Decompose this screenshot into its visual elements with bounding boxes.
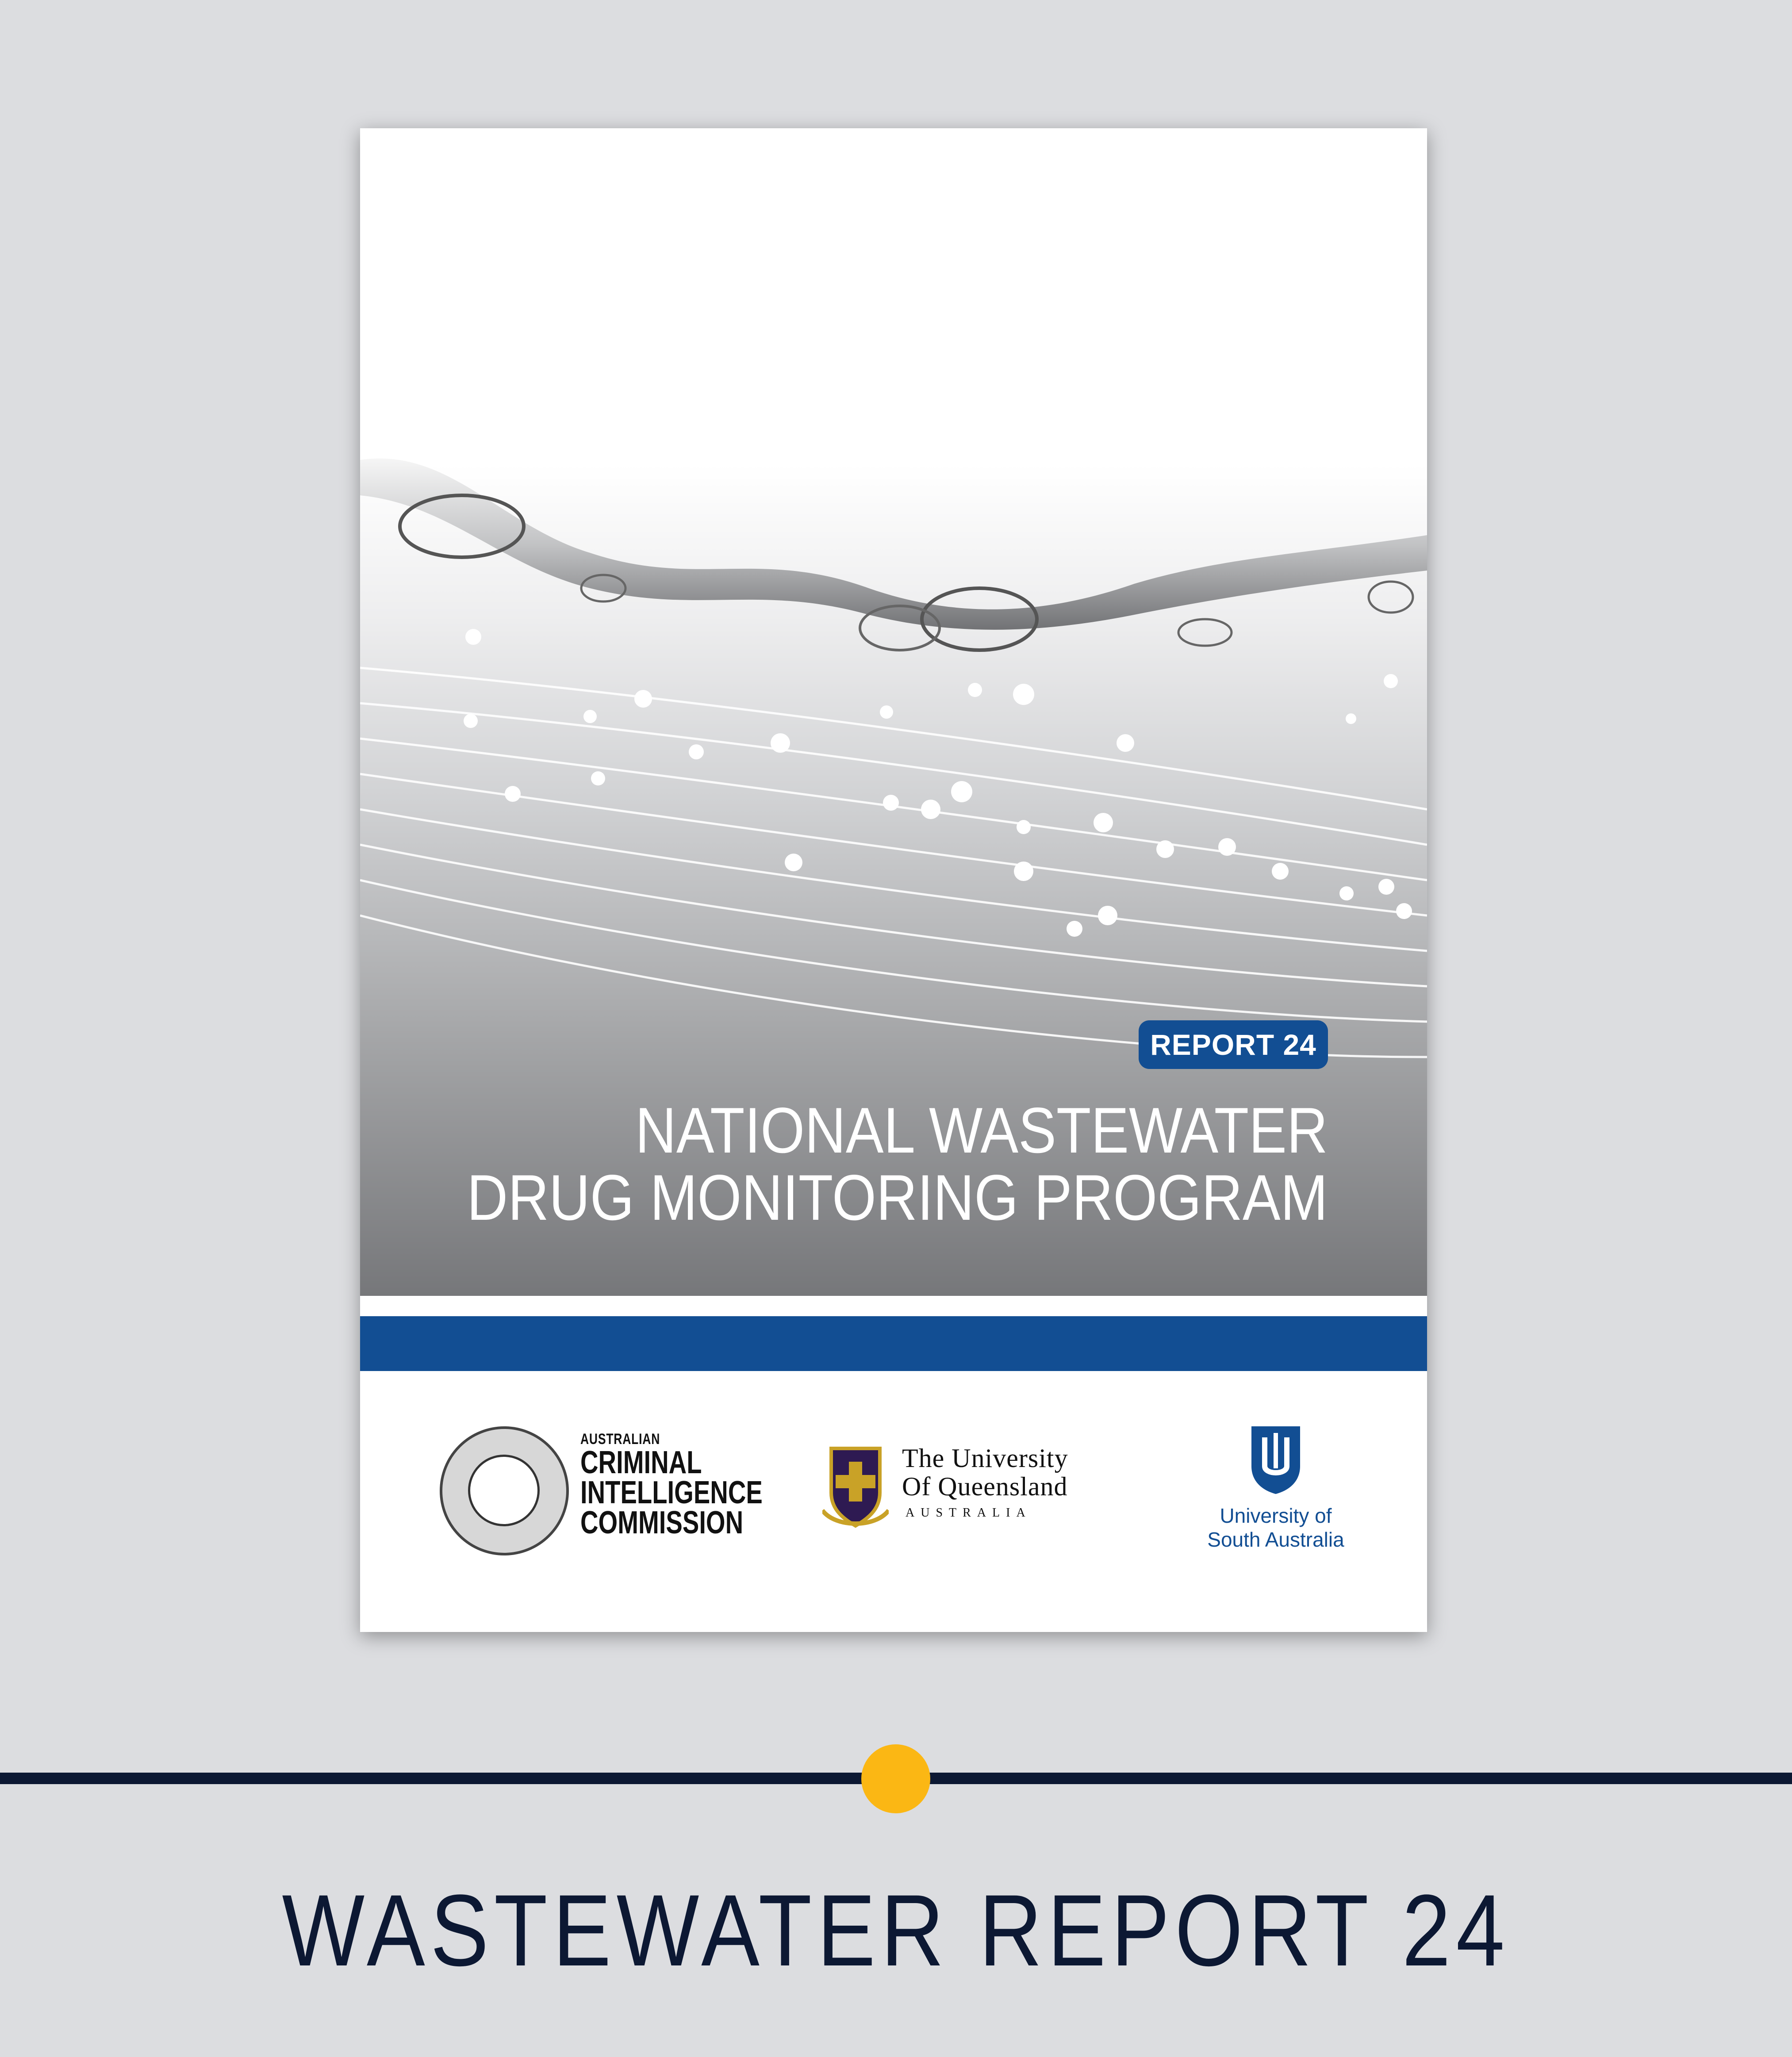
cover-title-line-1: NATIONAL WASTEWATER bbox=[635, 1094, 1328, 1166]
acic-line-2: CRIMINAL bbox=[580, 1445, 702, 1480]
acic-wordmark bbox=[580, 1431, 763, 1538]
acic-line-3: INTELLIGENCE bbox=[580, 1475, 763, 1510]
acic-logo bbox=[440, 1426, 763, 1559]
unisa-line-2: South Australia bbox=[1207, 1528, 1344, 1551]
cover-title-line-2: DRUG MONITORING PROGRAM bbox=[467, 1161, 1328, 1233]
uq-logo bbox=[822, 1444, 1132, 1532]
unisa-wordmark bbox=[1183, 1504, 1369, 1551]
report-number-badge: REPORT 24 bbox=[1139, 1020, 1328, 1069]
footer-title: WASTEWATER REPORT 24 bbox=[282, 1873, 1510, 1987]
uq-line-2: Of Queensland bbox=[902, 1472, 1068, 1501]
divider-dot-icon bbox=[861, 1744, 930, 1813]
unisa-logo bbox=[1183, 1424, 1369, 1557]
unisa-line-1: University of bbox=[1220, 1504, 1332, 1527]
uq-line-1: The University bbox=[902, 1444, 1068, 1473]
cover-blue-band bbox=[360, 1316, 1427, 1371]
acic-line-4: COMMISSION bbox=[580, 1505, 744, 1540]
unisa-shield-icon bbox=[1249, 1424, 1302, 1495]
uq-wordmark bbox=[902, 1444, 1068, 1520]
acic-line-1: AUSTRALIAN bbox=[580, 1431, 660, 1448]
uq-crest-icon bbox=[822, 1444, 889, 1532]
uq-line-3: AUSTRALIA bbox=[906, 1506, 1032, 1520]
acic-seal-icon bbox=[440, 1426, 569, 1555]
cover-title bbox=[467, 1094, 1328, 1233]
report-cover bbox=[360, 128, 1427, 1632]
